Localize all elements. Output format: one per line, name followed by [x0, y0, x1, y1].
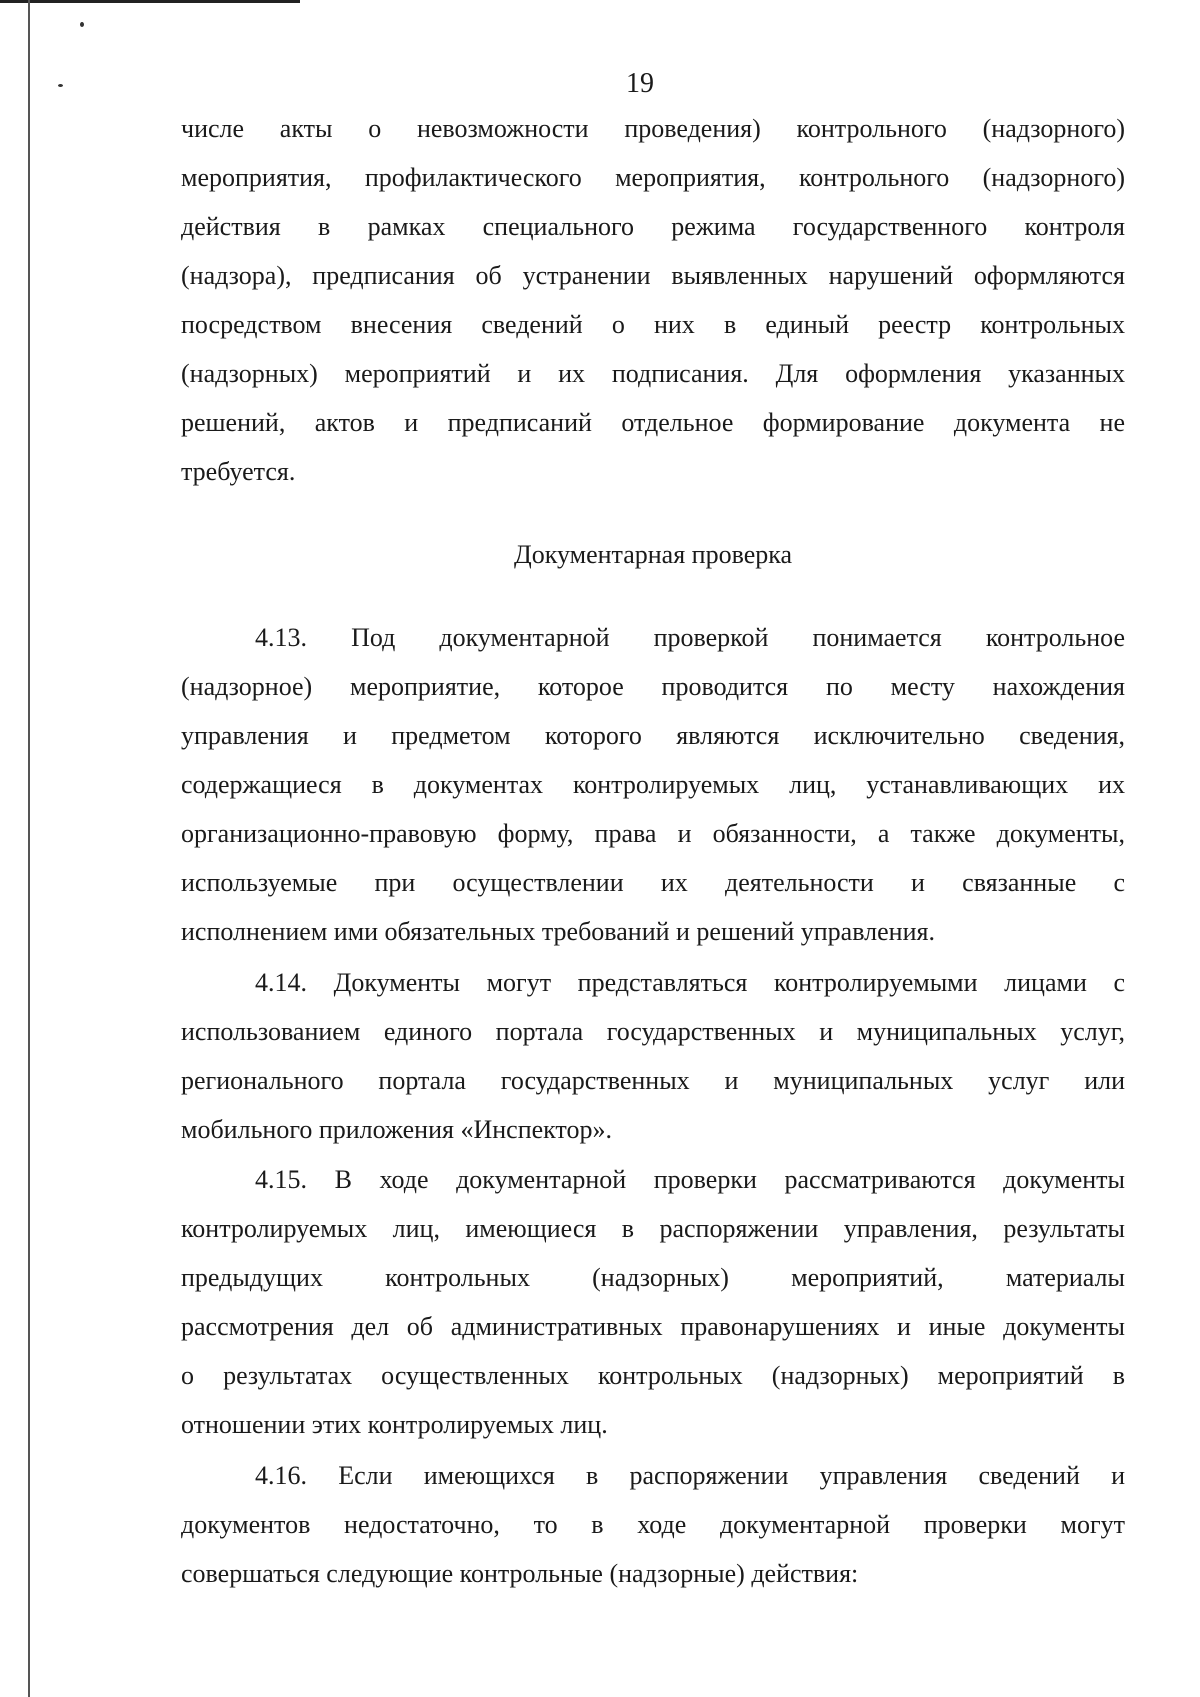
section-heading: Документарная проверка: [513, 540, 793, 569]
scan-border-top: [0, 0, 300, 3]
scan-speck: [80, 22, 84, 27]
text-line: регионального портала государственных и муниципальных услуг или: [181, 1066, 1125, 1095]
continuation-paragraph: [181, 104, 1125, 496]
text-line: контролируемых лиц, имеющиеся в распоряжении управления, результаты: [181, 1214, 1125, 1243]
paragraph-4-16: [181, 1451, 1125, 1598]
text-line: числе акты о невозможности проведения) контрольного (надзорного): [181, 114, 1125, 143]
text-line: содержащиеся в документах контролируемых лиц, устанавливающих их: [181, 770, 1125, 799]
paragraph-4-15: [181, 1155, 1125, 1449]
text-line: исполнением ими обязательных требований и решений управления.: [181, 917, 935, 946]
text-line: отношении этих контролируемых лиц.: [181, 1410, 608, 1439]
text-line: о результатах осуществленных контрольных (надзорных) мероприятий в: [181, 1361, 1125, 1390]
text-line: рассмотрения дел об административных правонарушениях и иные документы: [181, 1312, 1125, 1341]
paragraph-4-14: [181, 958, 1125, 1154]
text-line: требуется.: [181, 457, 296, 486]
text-line: 4.14. Документы могут представляться контролируемыми лицами с: [255, 968, 1125, 997]
text-line: мероприятия, профилактического мероприятия, контрольного (надзорного): [181, 163, 1125, 192]
text-line: управления и предметом которого являются исключительно сведения,: [181, 721, 1125, 750]
text-line: (надзорных) мероприятий и их подписания. Для оформления указанных: [181, 359, 1125, 388]
text-line: 4.15. В ходе документарной проверки рассматриваются документы: [255, 1165, 1125, 1194]
page-number: 19: [626, 68, 654, 99]
text-line: документов недостаточно, то в ходе документарной проверки могут: [181, 1510, 1125, 1539]
text-line: (надзорное) мероприятие, которое проводится по месту нахождения: [181, 672, 1125, 701]
text-line: посредством внесения сведений о них в единый реестр контрольных: [181, 310, 1125, 339]
text-line: 4.16. Если имеющихся в распоряжении управления сведений и: [255, 1461, 1125, 1490]
paragraph-4-13: [181, 613, 1125, 956]
text-line: мобильного приложения «Инспектор».: [181, 1115, 612, 1144]
text-line: 4.13. Под документарной проверкой понимается контрольное: [255, 623, 1125, 652]
scan-border-left: [28, 0, 30, 1697]
text-line: (надзора), предписания об устранении выявленных нарушений оформляются: [181, 261, 1125, 290]
text-line: организационно-правовую форму, права и обязанности, а также документы,: [181, 819, 1125, 848]
text-line: используемые при осуществлении их деятельности и связанные с: [181, 868, 1125, 897]
text-line: использованием единого портала государственных и муниципальных услуг,: [181, 1017, 1125, 1046]
text-line: решений, актов и предписаний отдельное формирование документа не: [181, 408, 1125, 437]
text-line: предыдущих контрольных (надзорных) мероприятий, материалы: [181, 1263, 1125, 1292]
text-line: совершаться следующие контрольные (надзорные) действия:: [181, 1559, 859, 1588]
text-line: действия в рамках специального режима государственного контроля: [181, 212, 1125, 241]
